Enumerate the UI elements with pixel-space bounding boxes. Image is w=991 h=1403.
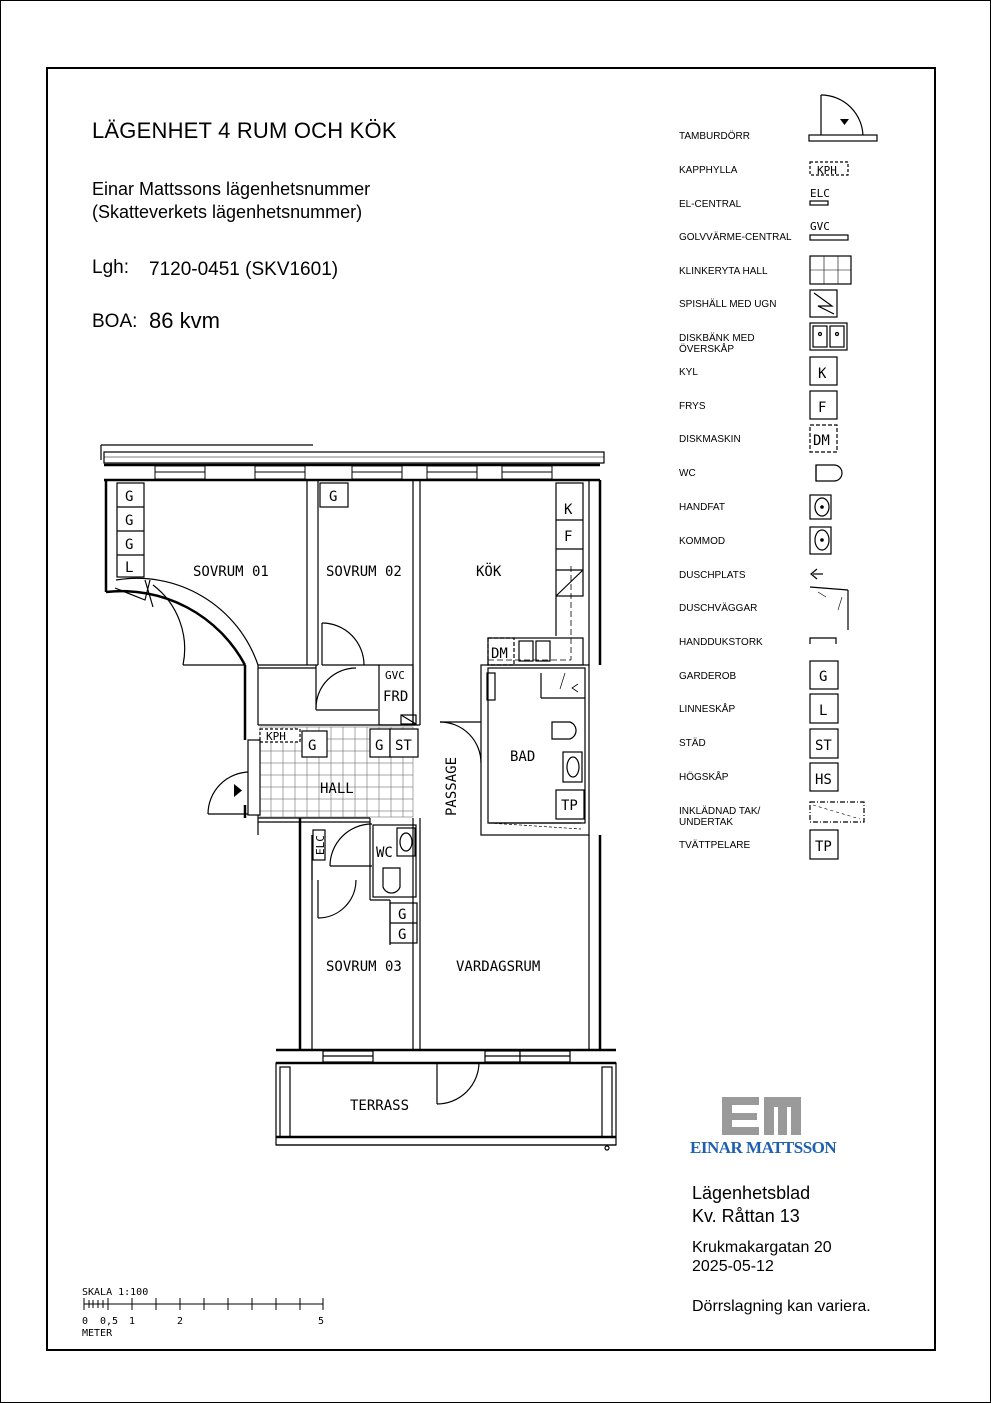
kph-label: KPH: [266, 730, 286, 743]
fridge-label: K: [564, 502, 573, 518]
legend-label: KLINKERYTA HALL: [679, 266, 768, 277]
legend-label: KOMMOD: [679, 536, 726, 547]
wardrobe-label: G: [125, 513, 134, 529]
legend-label: DUSCHVÄGGAR: [679, 603, 758, 614]
legend-label: HÖGSKÅP: [679, 772, 729, 783]
legend-label: UNDERTAK: [679, 817, 734, 828]
wardrobe-label: G: [398, 907, 407, 923]
wardrobe-label: G: [375, 738, 384, 754]
svg-text:KPH: KPH: [817, 164, 837, 177]
legend-symbol-f: F: [818, 400, 827, 416]
legend-symbol-tp: TP: [815, 839, 832, 855]
wardrobe-label: G: [329, 489, 338, 505]
legend-label: KAPPHYLLA: [679, 165, 738, 176]
legend-label: GARDEROB: [679, 671, 737, 682]
legend-symbol-st: ST: [815, 738, 832, 754]
boa-label: BOA:: [92, 311, 138, 332]
door-note: Dörrslagning kan variera.: [692, 1298, 871, 1315]
property-name: Kv. Råttan 13: [692, 1206, 800, 1226]
legend-symbol-l: L: [819, 703, 828, 719]
legend-label: DUSCHPLATS: [679, 570, 746, 581]
legend-label: HANDDUKSTORK: [679, 637, 763, 648]
legend-label: INKLÄDNAD TAK/: [679, 806, 761, 817]
cleaning-label: ST: [395, 738, 412, 754]
scale-tick: 1: [129, 1316, 136, 1327]
freezer-label: F: [564, 529, 573, 545]
legend-label: HANDFAT: [679, 502, 725, 513]
legend-label: GOLVVÄRME-CENTRAL: [679, 232, 792, 243]
scale-unit: METER: [82, 1328, 113, 1339]
address: Krukmakargatan 20: [692, 1239, 832, 1256]
washer-label: TP: [561, 798, 578, 814]
legend-symbol-k: K: [818, 366, 827, 382]
room-label-hall: HALL: [320, 781, 354, 797]
wardrobe-label: G: [308, 738, 317, 754]
frd-label: FRD: [383, 689, 409, 705]
linen-label: L: [125, 560, 134, 576]
legend-symbol-dm: DM: [813, 433, 830, 449]
subtitle-line-2: (Skatteverkets lägenhetsnummer): [92, 202, 363, 222]
legend-label: DISKBÄNK MED: [679, 333, 755, 344]
room-label-sovrum01: SOVRUM 01: [193, 564, 269, 580]
legend-symbol-hs: HS: [815, 772, 832, 788]
scale-tick: 5: [318, 1316, 325, 1327]
legend-label: FRYS: [679, 401, 706, 412]
room-label-sovrum03: SOVRUM 03: [326, 959, 402, 975]
gvc-label: GVC: [385, 669, 405, 682]
legend-symbol-g: G: [819, 669, 828, 685]
apartment-title: LÄGENHET 4 RUM OCH KÖK: [92, 118, 397, 143]
wardrobe-label: G: [125, 537, 134, 553]
dishwasher-label: DM: [491, 646, 508, 662]
scale-tick: 0: [82, 1316, 89, 1327]
subtitle-line-1: Einar Mattssons lägenhetsnummer: [92, 179, 371, 199]
legend-label: EL-CENTRAL: [679, 199, 742, 210]
elc-label: ELC: [314, 835, 327, 855]
sheet-type: Lägenhetsblad: [692, 1183, 811, 1203]
room-label-kok: KÖK: [476, 564, 502, 580]
legend-label: KYL: [679, 367, 698, 378]
legend-label: DISKMASKIN: [679, 434, 741, 445]
room-label-terrass: TERRASS: [350, 1098, 410, 1114]
legend-label: TVÄTTPELARE: [679, 840, 751, 851]
lgh-value: 7120-0451 (SKV1601): [149, 259, 339, 280]
scale-title: SKALA 1:100: [82, 1287, 149, 1298]
room-label-sovrum02: SOVRUM 02: [326, 564, 402, 580]
company-name: EINAR MATTSSON: [690, 1138, 837, 1157]
room-label-bad: BAD: [510, 749, 536, 765]
legend-label: SPISHÄLL MED UGN: [679, 299, 777, 310]
wardrobe-label: G: [125, 489, 134, 505]
legend-label: STÄD: [679, 738, 706, 749]
svg-text:GVC: GVC: [810, 220, 830, 233]
legend-label: WC: [679, 468, 696, 479]
lgh-label: Lgh:: [92, 257, 129, 278]
em-logo-mark: [722, 1097, 801, 1135]
room-label-vardagsrum: VARDAGSRUM: [456, 959, 541, 975]
svg-text:ELC: ELC: [810, 187, 830, 200]
sheet-date: 2025-05-12: [692, 1258, 774, 1275]
legend-label: LINNESKÅP: [679, 704, 736, 715]
room-label-wc: WC: [376, 845, 393, 861]
wardrobe-label: G: [398, 927, 407, 943]
legend-label: ÖVERSKÅP: [679, 344, 735, 355]
legend-label: TAMBURDÖRR: [679, 131, 750, 142]
scale-tick: 0,5: [100, 1316, 119, 1327]
boa-value: 86 kvm: [149, 308, 220, 333]
room-label-passage: PASSAGE: [444, 756, 460, 816]
scale-tick: 2: [177, 1316, 184, 1327]
